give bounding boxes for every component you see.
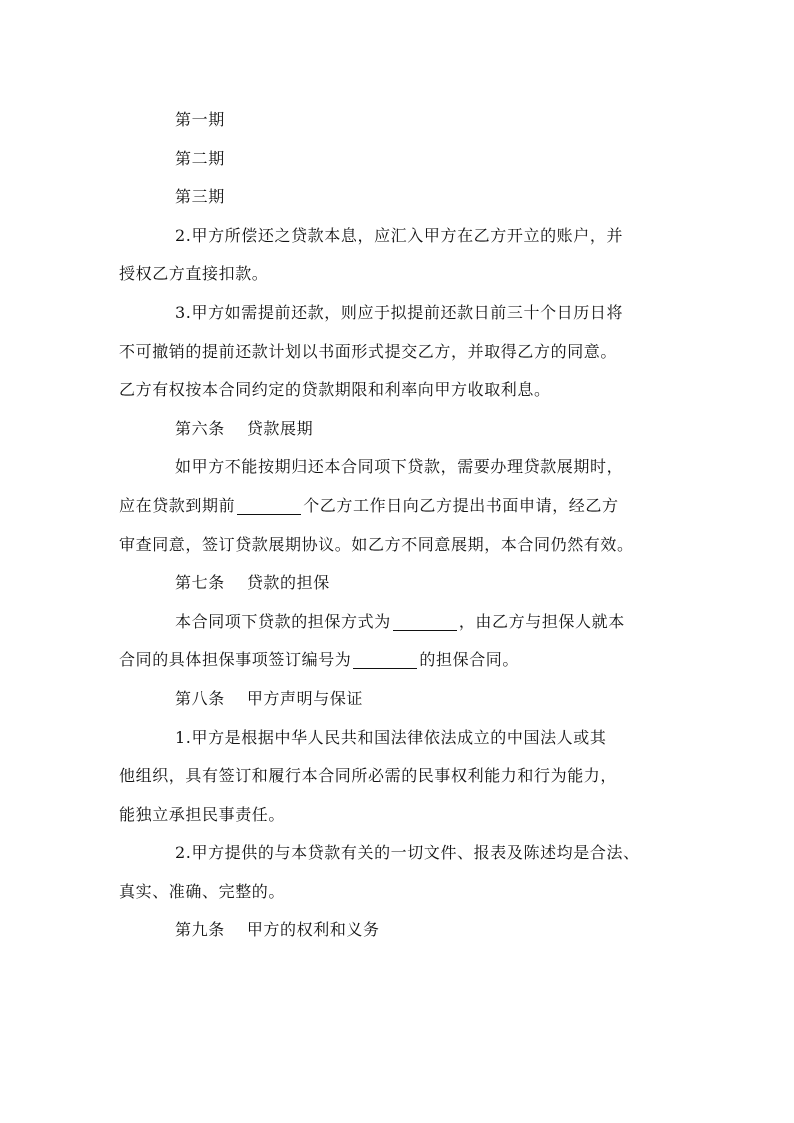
article-8-clause-1-line-2: 他组织，具有签订和履行本合同所必需的民事权利能力和行为能力， [119,766,618,786]
article-7-line-2 [119,641,679,680]
article-7-number: 第七条 [175,573,225,593]
clause-2-line-2: 授权乙方直接扣款。 [119,264,269,284]
article-6-line-2 [119,487,679,526]
article-8-title: 甲方声明与保证 [246,688,364,708]
article-6-line-1: 如甲方不能按期归还本合同项下贷款，需要办理贷款展期时， [175,457,624,477]
article-6-text-b: 个乙方工作日向乙方提出书面申请，经乙方 [303,495,619,515]
clause-3-line-1: 3.甲方如需提前还款，则应于拟提前还款日前三十个日历日将 [175,302,624,322]
document-body [119,101,679,950]
installment-1: 第一期 [175,110,225,129]
article-7-text-d: 的担保合同。 [419,650,520,670]
article-8-clause-2-line-2: 真实、准确、完整的。 [119,881,286,901]
installment-2: 第二期 [175,148,225,168]
article-6-text-a: 应在贷款到期前 [119,495,236,515]
article-9-title: 甲方的权利和义务 [246,920,380,940]
article-8-number: 第八条 [175,688,225,708]
installment-3: 第三期 [175,187,225,207]
article-7-text-a: 本合同项下贷款的担保方式为 [175,611,391,631]
article-8-heading [119,680,679,719]
clause-3-line-3: 乙方有权按本合同约定的贷款期限和利率向甲方收取利息。 [119,380,551,400]
article-7-heading [119,564,679,603]
guarantee-method-blank-field [393,612,457,631]
article-7-title: 贷款的担保 [246,573,330,593]
article-9-heading [119,911,679,950]
article-6-number: 第六条 [175,418,225,438]
article-8-clause-1-line-1: 1.甲方是根据中华人民共和国法律依法成立的中国法人或其 [175,727,607,747]
days-blank-field [237,496,301,515]
article-9-number: 第九条 [175,920,225,940]
article-8-clause-2-line-1: 2.甲方提供的与本贷款有关的一切文件、报表及陈述均是合法、 [175,843,640,863]
article-6-title: 贷款展期 [246,418,314,438]
article-6-heading [119,410,679,449]
clause-3-line-2: 不可撤销的提前还款计划以书面形式提交乙方，并取得乙方的同意。 [119,341,618,361]
article-7-text-c: 合同的具体担保事项签订编号为 [119,650,352,670]
article-7-line-1 [119,603,679,642]
article-7-text-b: ，由乙方与担保人就本 [458,611,625,631]
clause-2-line-1: 2.甲方所偿还之贷款本息，应汇入甲方在乙方开立的账户，并 [175,225,624,245]
article-6-line-3: 审查同意，签订贷款展期协议。如乙方不同意展期，本合同仍然有效。 [119,534,634,554]
contract-number-blank-field [353,650,417,669]
article-8-clause-1-line-3: 能独立承担民事责任。 [119,804,286,824]
